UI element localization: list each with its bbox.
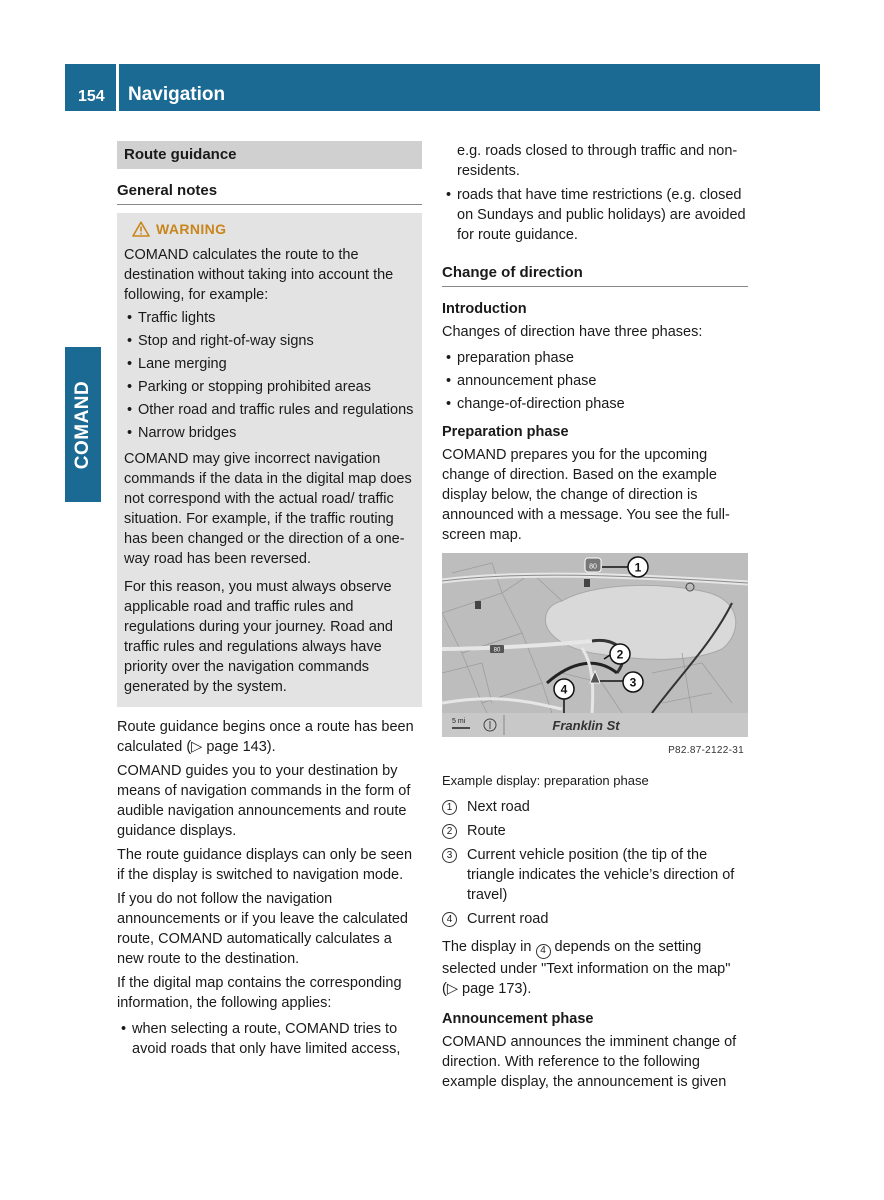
legend-number: 4 <box>442 912 457 927</box>
list-item: • roads that have time restrictions (e.g. closed on Sundays and public holidays) are avoided for route guidance. <box>442 185 748 245</box>
callout-4: 4 <box>560 682 568 697</box>
side-tab-label: COMAND <box>72 380 93 469</box>
side-tab <box>65 347 101 502</box>
warning-item: • Parking or stopping prohibited areas <box>124 377 415 397</box>
announcement-text: COMAND announces the imminent change of direction. With reference to the following example display, the announcement is given <box>442 1033 737 1090</box>
warning-triangle-icon <box>132 221 150 237</box>
map-scale: 5 mi <box>452 718 466 725</box>
chapter-title: Navigation <box>128 84 226 105</box>
callout-1: 1 <box>634 560 642 575</box>
figure-code: P82.87-2122-31 <box>668 745 744 756</box>
page-number: 154 <box>78 88 105 105</box>
legend-item <box>442 797 748 817</box>
page-header <box>65 64 820 111</box>
legend-item <box>442 845 748 905</box>
list-item: • when selecting a route, COMAND tries to avoid roads that only have limited access, <box>117 1019 422 1059</box>
warning-item: • Traffic lights <box>124 308 415 328</box>
callout-3: 3 <box>629 675 637 690</box>
display-note-after: depends on the setting selected under "Text information on the map" (▷ page 173). <box>442 939 731 997</box>
phase-item: • change-of-direction phase <box>442 394 748 414</box>
warning-paragraph: COMAND may give incorrect navigation commands if the data in the digital map does not correspond with the actual road/ traffic situation. For example, if the traffic routing has been changed or the direction of a one-way road has been reversed. <box>124 451 412 567</box>
phase-item: • announcement phase <box>442 371 748 391</box>
warning-item: • Lane merging <box>124 354 415 374</box>
legend-item <box>442 821 748 841</box>
announcement-heading: Announcement phase <box>442 1010 594 1027</box>
warning-paragraph: For this reason, you must always observe applicable road and traffic rules and regulations during your journey. Road and traffic rules and regulations always have priority over the navigation commands generated by the system. <box>124 579 393 695</box>
right-column <box>442 141 748 1096</box>
preparation-heading: Preparation phase <box>442 424 569 440</box>
warning-item: • Stop and right-of-way signs <box>124 331 415 351</box>
left-column <box>117 141 422 1065</box>
section-title: Route guidance <box>117 141 422 169</box>
warning-list <box>124 308 415 443</box>
body-paragraph: COMAND guides you to your destination by means of navigation commands in the form of audible navigation announcements and route guidance displays. <box>117 763 411 839</box>
street-name: Franklin St <box>552 718 620 733</box>
road-shield: 80 <box>589 563 597 571</box>
introduction-heading: Introduction <box>442 301 527 317</box>
body-paragraph: The route guidance displays can only be seen if the display is switched to navigation mode. <box>117 847 413 883</box>
road-label: 80 <box>493 647 501 654</box>
legend-text: Route <box>467 823 506 839</box>
display-note <box>442 937 748 999</box>
legend-number: 2 <box>442 824 457 839</box>
warning-heading <box>124 219 415 239</box>
introduction-text: Changes of direction have three phases: <box>442 324 703 340</box>
legend-text: Current road <box>467 911 549 927</box>
phase-item: • preparation phase <box>442 348 748 368</box>
body-paragraph: Route guidance begins once a route has been calculated (▷ page 143). <box>117 719 414 755</box>
route-options-list <box>117 1019 422 1059</box>
subheading-change-of-direction: Change of direction <box>442 263 748 287</box>
header-divider <box>116 64 119 111</box>
body-paragraph: If you do not follow the navigation announcements or if you leave the calculated route, COMAND automatically calculates a new route to the destination. <box>117 891 408 967</box>
legend-number: 3 <box>442 848 457 863</box>
phases-list <box>442 348 748 414</box>
route-options-list-cont <box>442 185 748 245</box>
warning-box <box>117 213 422 707</box>
continued-bullet-text: e.g. roads closed to through traffic and non-residents. <box>457 143 738 179</box>
display-note-ref: 4 <box>536 944 551 959</box>
warning-intro: COMAND calculates the route to the destination without taking into account the following, for example: <box>124 247 394 303</box>
warning-item: • Other road and traffic rules and regulations <box>124 400 415 420</box>
map-figure <box>442 553 748 761</box>
warning-title: WARNING <box>156 221 227 237</box>
preparation-text: COMAND prepares you for the upcoming change of direction. Based on the example display below, the change of direction is announced with a message. You see the full-screen map. <box>442 447 730 543</box>
warning-item: • Narrow bridges <box>124 423 415 443</box>
legend-item <box>442 909 748 929</box>
body-paragraph: If the digital map contains the corresponding information, the following applies: <box>117 975 402 1011</box>
callout-2: 2 <box>616 647 624 662</box>
legend-number: 1 <box>442 800 457 815</box>
figure-legend <box>442 797 748 929</box>
figure-caption: Example display: preparation phase <box>442 773 649 788</box>
legend-text: Current vehicle position (the tip of the triangle indicates the vehicle’s direction of travel) <box>467 847 735 903</box>
legend-text: Next road <box>467 799 530 815</box>
subheading-general-notes: General notes <box>117 181 422 205</box>
navigation-map-illustration <box>442 553 748 737</box>
display-note-before: The display in <box>442 939 532 955</box>
